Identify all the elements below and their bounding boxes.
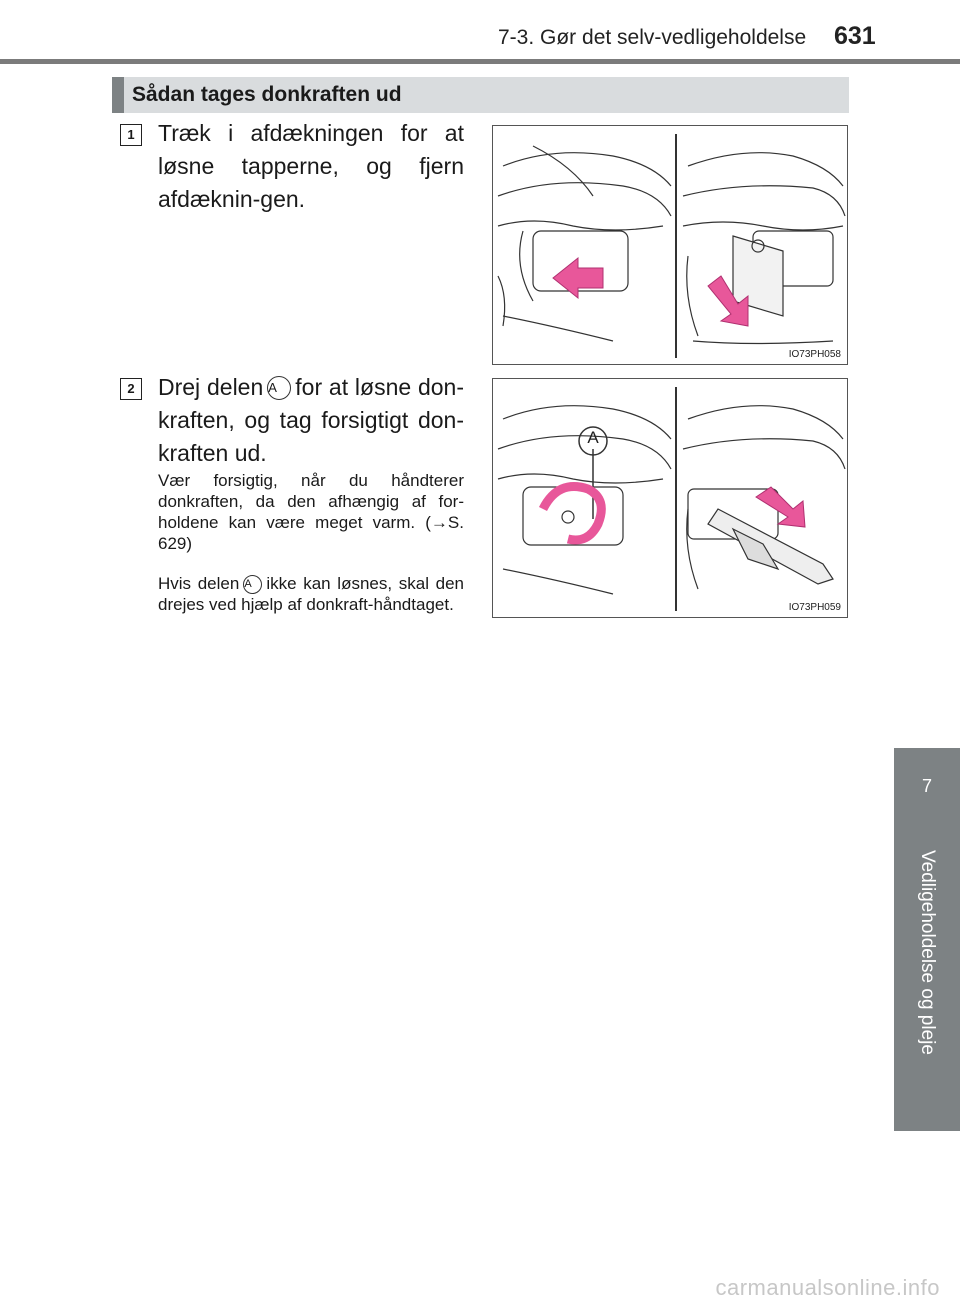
figure-code: IO73PH058 — [788, 349, 841, 360]
step-2-text — [158, 371, 464, 470]
chapter-number: 7 — [921, 776, 932, 796]
note-2-after: ikke kan løsnes, skal den drejes ved hjælp af donkraft-håndtaget. — [158, 574, 465, 614]
watermark: carmanualsonline.info — [715, 1275, 940, 1300]
step-2-text-before: Drej delen — [158, 374, 264, 400]
step-1-text: Træk i afdækningen for at løsne tapperne, og fjern afdæknin-gen. — [158, 120, 464, 212]
remove-jack-illustration — [493, 379, 848, 618]
chapter-title: Vedligeholdelse og pleje — [917, 850, 938, 1055]
step-2-text-after: for at løsne don-kraften, og tag forsigtigt don-kraften ud. — [158, 374, 464, 466]
step-2-note-2 — [158, 573, 464, 615]
chapter-title-vertical — [894, 850, 960, 1110]
step-2-badge: 2 — [120, 378, 142, 400]
remove-cover-illustration — [493, 126, 848, 365]
marker-a: A — [243, 575, 262, 594]
marker-a: A — [267, 376, 291, 400]
section-heading-bar — [112, 77, 849, 113]
page-number: 631 — [834, 22, 876, 50]
step-2-note-1: Vær forsigtig, når du håndterer donkraften, da den afhængig af for-holdene kan være meget varm. (→S. 629) — [158, 471, 464, 553]
figure-callout-a: A — [587, 428, 599, 447]
header-rule — [0, 59, 960, 64]
section-heading: Sådan tages donkraften ud — [132, 83, 402, 106]
figure-remove-cover — [492, 125, 848, 365]
note-2-before: Hvis delen — [158, 574, 240, 593]
figure-code: IO73PH059 — [788, 602, 841, 613]
header-section-title: 7-3. Gør det selv-vedligeholdelse — [498, 26, 807, 49]
figure-remove-jack — [492, 378, 848, 618]
step-1-badge: 1 — [120, 124, 142, 146]
